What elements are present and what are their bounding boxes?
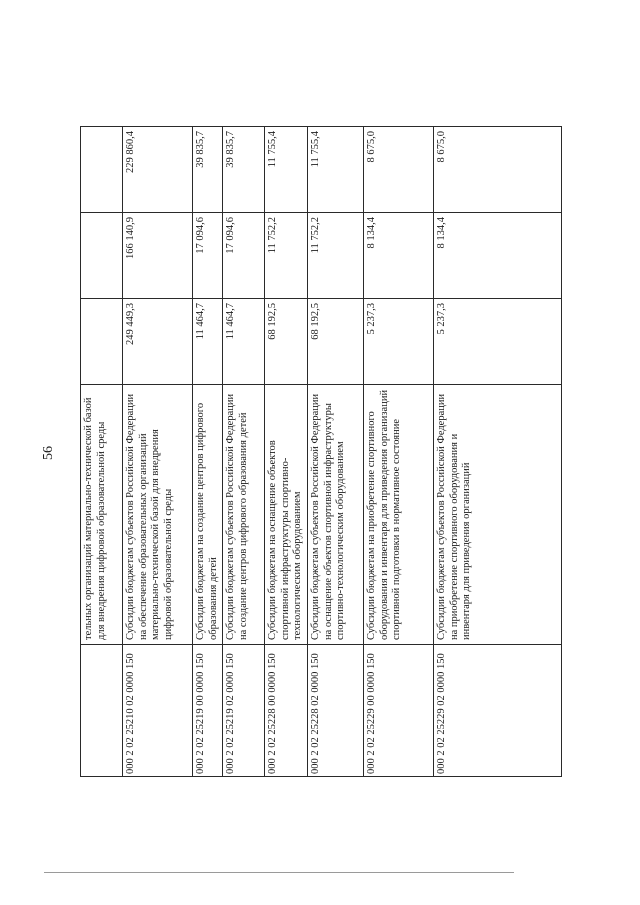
row-code: 000 2 02 25228 00 0000 150 xyxy=(265,645,308,777)
row-code: 000 2 02 25219 00 0000 150 xyxy=(193,645,223,777)
table-row xyxy=(193,127,223,777)
row-code: 000 2 02 25210 02 0000 150 xyxy=(123,645,193,777)
row-value-2: 8 134,4 xyxy=(363,213,433,299)
row-value-3: 39 835,7 xyxy=(193,127,223,213)
row-description: Субсидии бюджетам на создание центров цифрового образования детей xyxy=(193,385,223,645)
row-description: Субсидии бюджетам субъектов Российской Федерации на создание центров цифрового образования детей xyxy=(223,385,265,645)
rotated-table-wrapper xyxy=(80,127,560,777)
row-value-2: 11 752,2 xyxy=(265,213,308,299)
row-value-1: 68 192,5 xyxy=(307,299,363,385)
row-value-1: 249 449,3 xyxy=(123,299,193,385)
table-row xyxy=(307,127,363,777)
row-description: Субсидии бюджетам субъектов Российской Федерации на обеспечение образовательных организаций материально-технической базой для внедрения цифровой образовательной среды xyxy=(123,385,193,645)
row-value-3: 11 755,4 xyxy=(265,127,308,213)
row-code: 000 2 02 25228 02 0000 150 xyxy=(307,645,363,777)
row-value-1: 68 192,5 xyxy=(265,299,308,385)
row-value-2: 166 140,9 xyxy=(123,213,193,299)
row-value-3: 39 835,7 xyxy=(223,127,265,213)
row-value-2: 17 094,6 xyxy=(193,213,223,299)
row-code: 000 2 02 25229 00 0000 150 xyxy=(363,645,433,777)
row-code xyxy=(81,645,123,777)
row-description: Субсидии бюджетам на оснащение объектов спортивной инфраструктуры спортивно-технологическим оборудованием xyxy=(265,385,308,645)
table-row xyxy=(363,127,433,777)
row-value-2 xyxy=(81,213,123,299)
row-value-2: 17 094,6 xyxy=(223,213,265,299)
bottom-rule xyxy=(44,872,514,873)
row-value-1: 5 237,3 xyxy=(363,299,433,385)
row-description: Субсидии бюджетам субъектов Российской Федерации на оснащение объектов спортивной инфраструктуры спортивно-технологическим оборудованием xyxy=(307,385,363,645)
row-value-3: 8 675,0 xyxy=(363,127,433,213)
row-code: 000 2 02 25229 02 0000 150 xyxy=(433,645,561,777)
row-value-3 xyxy=(81,127,123,213)
table-row xyxy=(123,127,193,777)
budget-table xyxy=(80,126,562,777)
row-code: 000 2 02 25219 02 0000 150 xyxy=(223,645,265,777)
row-value-1: 11 464,7 xyxy=(223,299,265,385)
table-row xyxy=(265,127,308,777)
row-value-1: 5 237,3 xyxy=(433,299,561,385)
row-value-2: 11 752,2 xyxy=(307,213,363,299)
row-value-3: 11 755,4 xyxy=(307,127,363,213)
row-description: тельных организаций материально-технической базой для внедрения цифровой образовательной среды xyxy=(81,385,123,645)
row-description: Субсидии бюджетам на приобретение спортивного оборудования и инвентаря для приведения организаций спортивной подготовки в нормативное состояние xyxy=(363,385,433,645)
page-number: 56 xyxy=(41,446,56,460)
row-value-1: 11 464,7 xyxy=(193,299,223,385)
table-row xyxy=(81,127,123,777)
row-value-3: 8 675,0 xyxy=(433,127,561,213)
row-value-2: 8 134,4 xyxy=(433,213,561,299)
row-value-3: 229 860,4 xyxy=(123,127,193,213)
table-row xyxy=(433,127,561,777)
row-description: Субсидии бюджетам субъектов Российской Федерации на приобретение спортивного оборудования и инвентаря для приведения организаций xyxy=(433,385,561,645)
table-row xyxy=(223,127,265,777)
row-value-1 xyxy=(81,299,123,385)
